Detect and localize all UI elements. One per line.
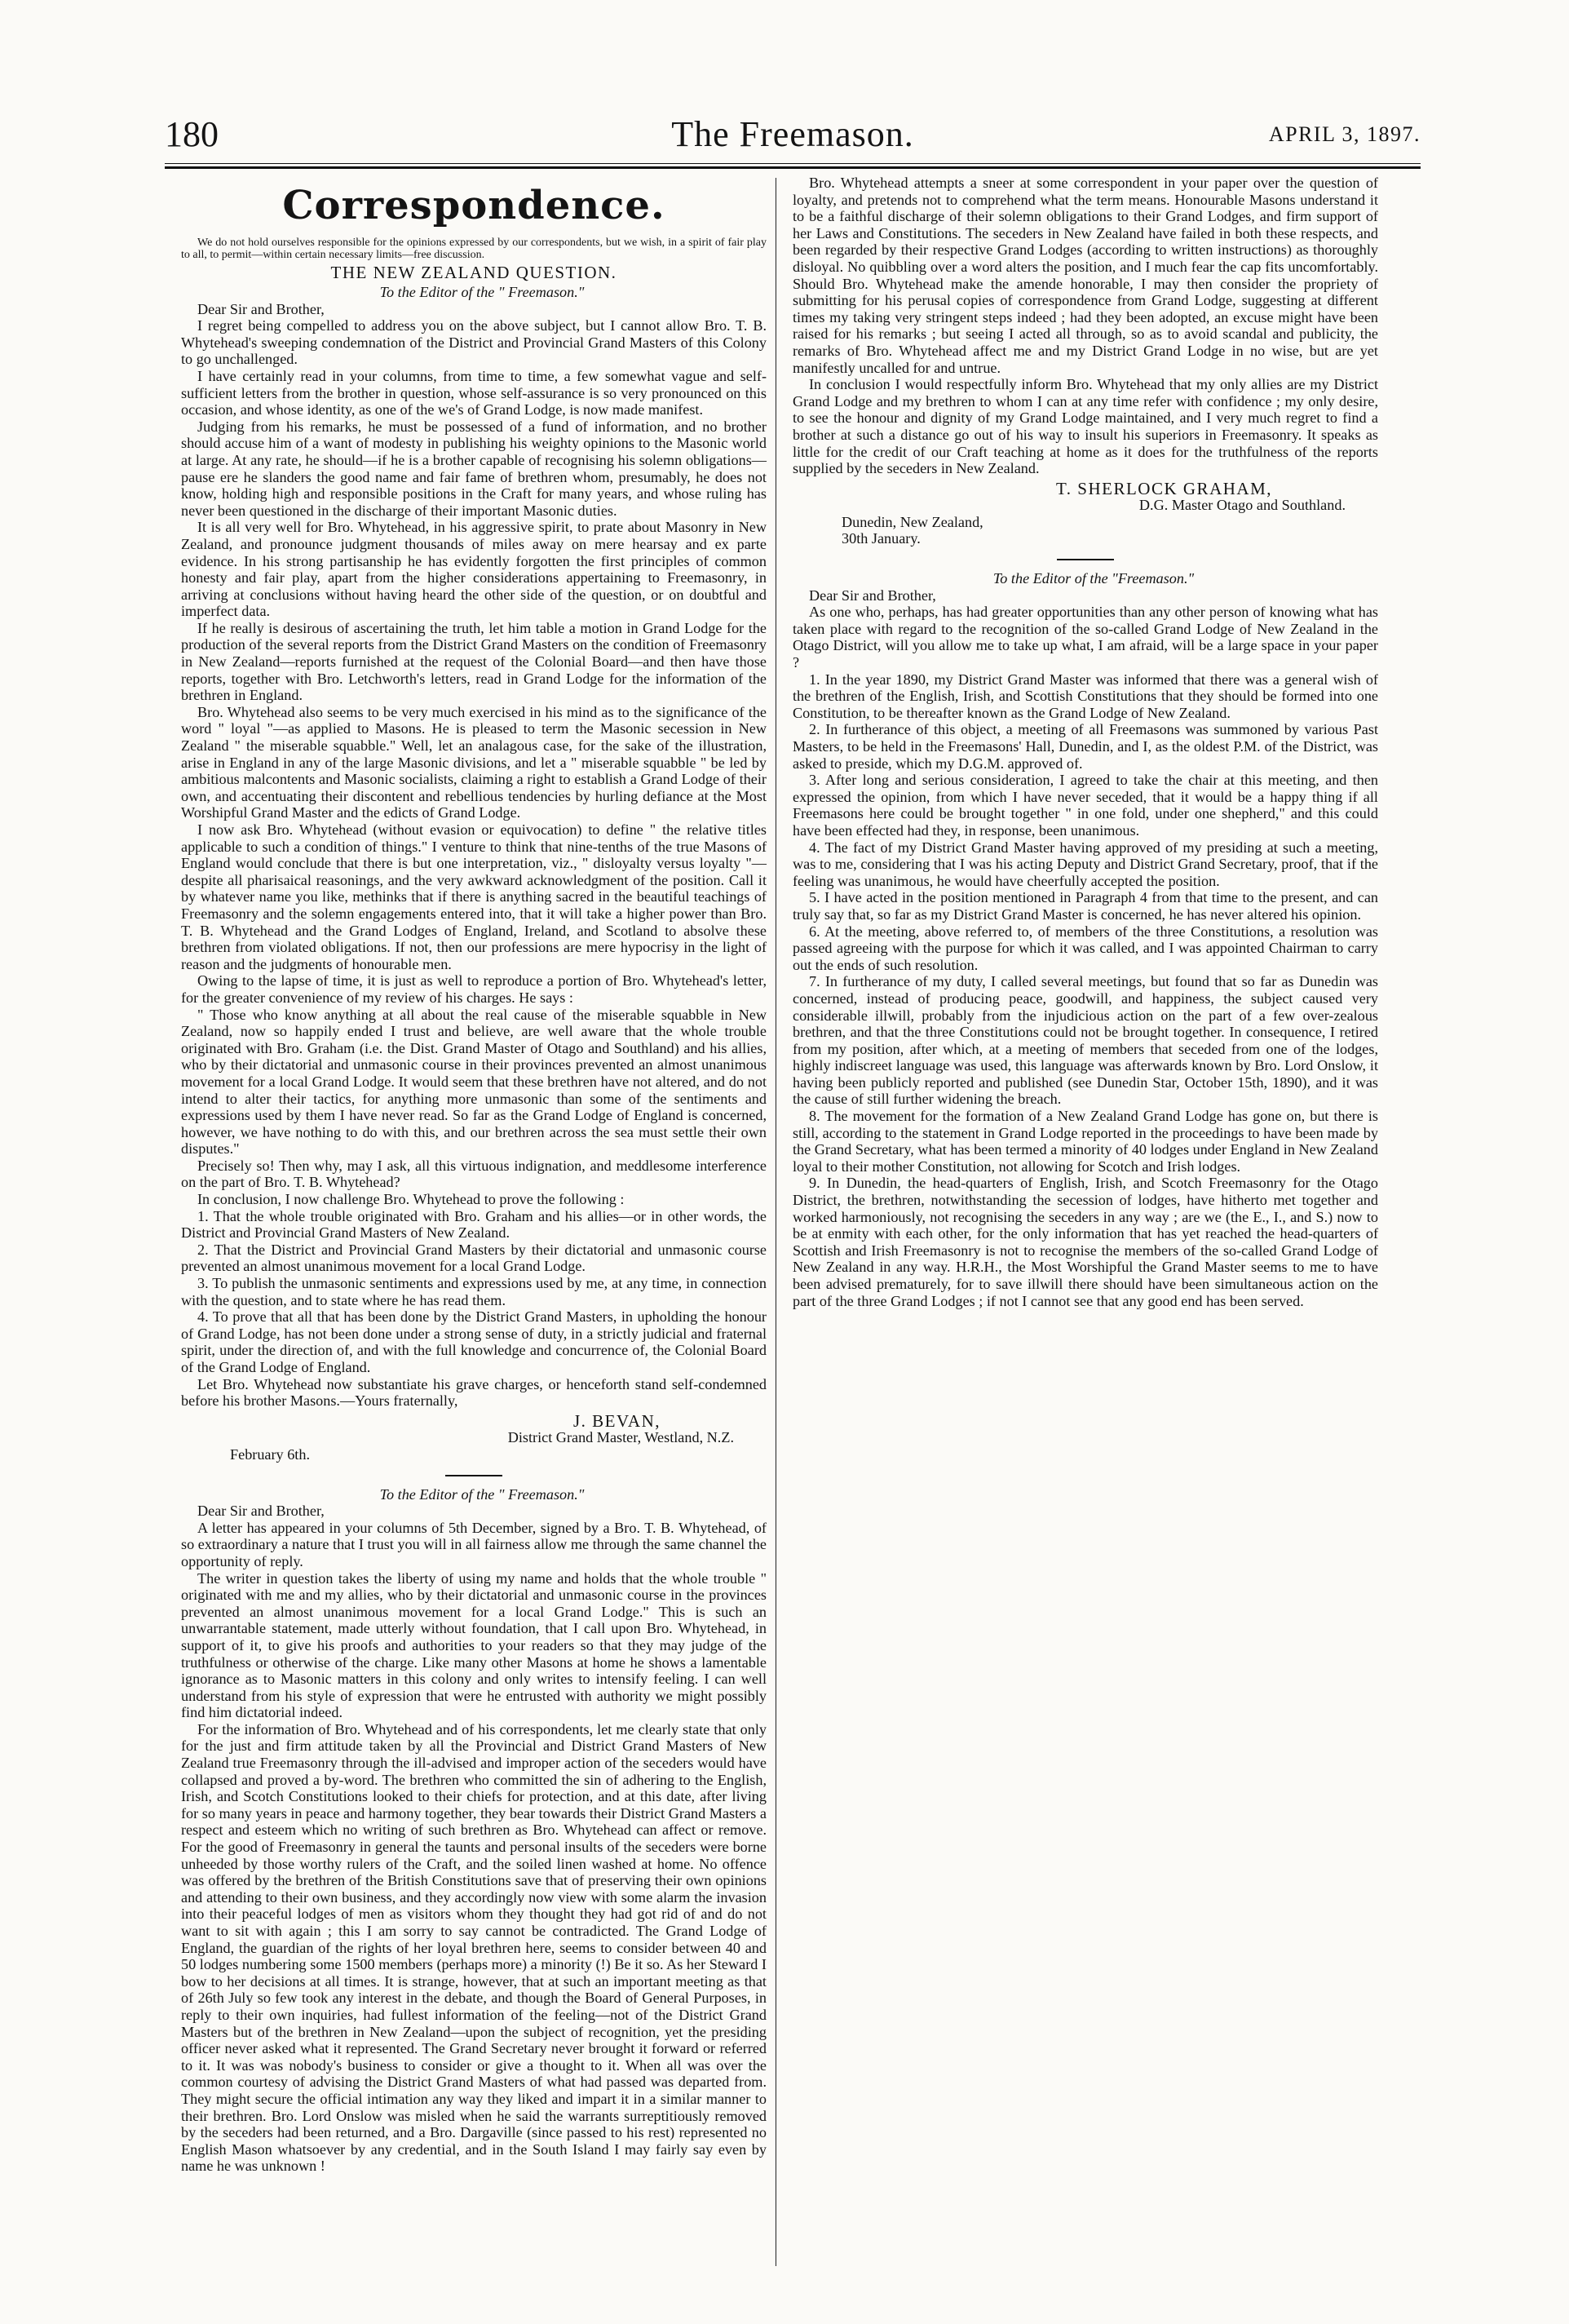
header-rule xyxy=(165,163,1421,164)
paragraph: In conclusion I would respectfully inform Bro. Whytehead that my only allies are my District Grand Lodge and my brethren to whom I can at any time refer with confidence ; my only desire, to see the honour and dignity of my Grand Lodge maintained, and I very much regret to find a brother at such a distance go out of his way to insult his superiors in Freemasonry. It speaks as little for the credit of our Craft teaching at home as it does for the truthfulness of the reports supplied by the seceders in New Zealand. xyxy=(793,376,1378,477)
numbered-item: 3. To publish the unmasonic sentiments and expressions used by me, at any time, in connection with the question, and to state where he has read them. xyxy=(181,1275,767,1308)
letter-address: To the Editor of the "Freemason." xyxy=(992,570,1195,587)
signature-title: District Grand Master, Westland, N.Z. xyxy=(507,1429,734,1446)
letter-address: To the Editor of the " Freemason." xyxy=(379,284,585,300)
numbered-item: 5. I have acted in the position mentioned in Paragraph 4 from that time to the present, and can truly say that, so far as my District Grand Master is concerned, he has never altered his opinion. xyxy=(793,889,1378,923)
salutation: Dear Sir and Brother, xyxy=(197,300,325,317)
right-column xyxy=(793,175,1378,1309)
quoted-paragraph: " Those who know anything at all about the real cause of the miserable squabble in New Zealand, now so happily ended I trust and believe, are well aware that the whole trouble originated with Bro. Graham (i.e. the Dist. Grand Master of Otago and Southland) and his allies, who by their dictatorial and unmasonic course in their provinces prevented an almost unanimous movement for a local Grand Lodge. It would seem that these brethren have not altered, and do not intend to alter their tactics, for anything more unmasonic than some of the sentiments and expressions used by them I have never read. So far as the Grand Lodge of England is concerned, however, we have nothing to do with this, and our brethren across the sea must settle their own disputes." xyxy=(181,1006,767,1158)
numbered-item: 1. That the whole trouble originated with Bro. Graham and his allies—or in other words, the District and Provincial Grand Masters of New Zealand. xyxy=(181,1207,767,1242)
numbered-item: 6. At the meeting, above referred to, of members of the three Constitutions, a resolution was passed agreeing with the purpose for which it was called, and I was appointed Chairman to carry out the ends of such resolution. xyxy=(793,923,1378,973)
paragraph: As one who, perhaps, has had greater opportunities than any other person of knowing what has taken place with regard to the recognition of the so-called Grand Lodge of New Zealand in the Otago District, will you allow me to take up what, I am afraid, will be a large space in your paper ? xyxy=(793,604,1378,671)
paragraph: Let Bro. Whytehead now substantiate his grave charges, or henceforth stand self-condemned before his brother Masons.—Yours fraternally, xyxy=(181,1375,767,1410)
numbered-item: 7. In furtherance of my duty, I called several meetings, but found that so far as Dunedin was concerned, instead of producing peace, goodwill, and happiness, the subject caused very considerable illwill, probably from the injudicious action on the part of a few over-zealous brethren, and that the three Constitutions could not be brought together. In consequence, I retired from my position, after which, at a meeting of members that seceded from one of the lodges, highly indiscreet language was used, this language was afterwards known by Bro. Lord Onslow, it having been publicly reported and published (see Dunedin Star, October 15th, 1890), and it was the cause of still further widening the breach. xyxy=(793,973,1378,1108)
article-title: THE NEW ZEALAND QUESTION. xyxy=(330,263,617,282)
numbered-item: 2. That the District and Provincial Grand Masters by their dictatorial and unmasonic course prevented an almost unanimous movement for a local Grand Lodge. xyxy=(181,1241,767,1275)
paragraph: I have certainly read in your columns, from time to time, a few somewhat vague and self-sufficient letters from the brother in question, whose self-assurance is so very pronounced on this occasion, and whose identity, as one of the we's of Grand Lodge, is now made manifest. xyxy=(181,367,767,418)
numbered-item: 8. The movement for the formation of a New Zealand Grand Lodge has gone on, but there is still, according to the statement in Grand Lodge reported in the proceedings to have been made by the Grand Secretary, what has been termed a minority of 40 lodges under England in New Zealand loyal to their mother Constitution, not allowing for Scotch and Irish lodges. xyxy=(793,1108,1378,1175)
paragraph: Precisely so! Then why, may I ask, all this virtuous indignation, and meddlesome interference on the part of Bro. T. B. Whytehead? xyxy=(181,1157,767,1191)
paragraph: For the information of Bro. Whytehead and of his correspondents, let me clearly state that only for the just and firm attitude taken by all the Provincial and District Grand Masters of New Zealand true Freemasonry through the ill-advised and improper action of the seceders would have collapsed and proved a by-word. The brethren who committed the sin of adhering to the English, Irish, and Scotch Constitutions looked to their chiefs for protection, and at this date, after living for so many years in peace and harmony together, they bear towards their District Grand Masters a respect and esteem which no writing of such brethren as Bro. Whytehead can affect or remove. For the good of Freemasonry in general the taunts and personal insults of the seceders were borne unheeded by those worthy rulers of the Craft, and the soiled linen washed at home. No offence was offered by the brethren of the British Constitutions save that of preserving their own opinions and attending to their own business, and they accordingly now view with some alarm the invasion into their peaceful lodges of men as visitors whom they thought they had got rid of and do not want to sit with again ; this I am sorry to say cannot be contradicted. The Grand Lodge of England, the guardian of the rights of her loyal brethren here, seems to consider between 40 and 50 lodges numbering some 1500 members (perhaps more) a minority (!) Be it so. As her Steward I bow to her decisions at all times. It is strange, however, that at such an important meeting as that of 26th July so few took any interest in the debate, and though the Board of General Purposes, in reply to their own inquiries, had fullest information of the feeling—not of the District Grand Masters but of the brethren in New Zealand—upon the subject of recognition, yet the presiding officer never asked what it represented. The Grand Secretary never brought it forward or referred to it. It was was nobody's business to consider or give a thought to it. When all was over the common courtesy of advising the District Grand Masters of what had passed was departed from. They might secure the official intimation any way they liked and impart it in a similar manner to their brethren. Bro. Lord Onslow was misled when he said the warrants surreptitiously removed by the seceders had been returned, and a Bro. Dargaville (since passed to his rest) represented no English Mason whatsoever by any credential, and in the South Island I may fairly say even by name he was unknown ! xyxy=(181,1720,767,2175)
paragraph: Bro. Whytehead attempts a sneer at some correspondent in your paper over the question of loyalty, and pretends not to comprehend what the term means. Honourable Masons understand it to be a faithful discharge of their solemn obligations to their Grand Lodges, and firm support of her Laws and Constitutions. The seceders in New Zealand have failed in both these respects, and been regarded by their respective Grand Lodges (according to written instructions) as thoroughly disloyal. No quibbling over a word alters the position, and I much fear the cap fits uncomfortably. Should Bro. Whytehead make the amende honorable, I may then consider the propriety of submitting for his perusal copies of correspondence from Grand Lodge, suggesting at different times my taking very stringent steps indeed ; had they been adopted, an excuse might have been raised for his remarks ; but seeing I acted all through, so as to avoid scandal and publicity, the remarks of Bro. Whytehead affect me and my District Grand Lodge in no wise, but are yet manifestly uncalled for and untrue. xyxy=(793,175,1378,376)
paragraph: Bro. Whytehead also seems to be very much exercised in his mind as to the significance of the word " loyal "—as applied to Masons. He is pleased to term the Masonic secession in New Zealand " the miserable squabble." Well, let an analagous case, for the sake of the illustration, arise in England in any of the large Masonic divisions, and let a " miserable squabble " be led by ambitious malcontents and Masonic socialists, claiming a right to establish a Grand Lodge of their own, and accentuating their discontent and rebellious tendencies by hurling defiance at the Most Worshipful Grand Master and the edicts of Grand Lodge. xyxy=(181,703,767,821)
divider xyxy=(1057,559,1114,560)
salutation: Dear Sir and Brother, xyxy=(809,587,936,604)
editorial-disclaimer: We do not hold ourselves responsible for the opinions expressed by our correspondents, but we wish, in a spirit of fair play to all, to permit—within certain necessary limits—free discussion. xyxy=(181,237,767,261)
issue-date: APRIL 3, 1897. xyxy=(1268,122,1421,146)
page-header xyxy=(165,114,1421,157)
signature-title: D.G. Master Otago and Southland. xyxy=(1138,497,1346,514)
numbered-item: 2. In furtherance of this object, a meeting of all Freemasons was summoned by various Past Masters, to be held in the Freemasons' Hall, Dunedin, and I, as the oldest P.M. of the District, was asked to preside, which my D.G.M. approved of. xyxy=(793,721,1378,772)
paragraph: It is all very well for Bro. Whytehead, in his aggressive spirit, to prate about Masonry in New Zealand, and pronounce judgment thousands of miles away on mere hearsay and ex parte evidence. In his strong partisanship he has evidently forgotten the first principles of common honesty and fair play, apart from the higher considerations appertaining to Freemasonry, in arriving at conclusions without having heard the other side of the question, or on doubtful and imperfect data. xyxy=(181,519,767,620)
salutation: Dear Sir and Brother, xyxy=(197,1503,325,1520)
paragraph: The writer in question takes the liberty of using my name and holds that the whole trouble " originated with me and my allies, who by their dictatorial and unmasonic course in the provinces prevented an almost unanimous movement for a local Grand Lodge." This is such an unwarrantable statement, made utterly without foundation, that I call upon Bro. Whytehead, in support of it, to give his proofs and authorities to your readers so that they may judge of the truthfulness or otherwise of the charge. Like many other Masons at home he shows a lamentable ignorance as to Masonic matters in this colony and only writes to intensify feeling. I can well understand from his style of expression that were he entrusted with authority we might possibly find him dictatorial indeed. xyxy=(181,1569,767,1721)
numbered-item: 3. After long and serious consideration, I agreed to take the chair at this meeting, and then expressed the opinion, from which I have never seceded, that it would be a happy thing if all Freemasons here could be brought together " in one fold, under one shepherd," and this could have been effected had they, in response, been unanimous. xyxy=(793,772,1378,839)
letter-address: To the Editor of the " Freemason." xyxy=(379,1485,585,1503)
left-column xyxy=(181,175,767,2175)
numbered-item: 4. The fact of my District Grand Master having approved of my presiding at such a meeting, was to me, considering that I was his acting Deputy and District Grand Secretary, proof, that if the feeling was unanimous, he would have cheerfully accepted the position. xyxy=(793,839,1378,889)
publication-title: The Freemason. xyxy=(671,114,914,154)
paragraph: I regret being compelled to address you on the above subject, but I cannot allow Bro. T. B. Whytehead's sweeping condemnation of the District and Provincial Grand Masters of this Colony to go unchallenged. xyxy=(181,317,767,368)
letter-date: February 6th. xyxy=(230,1445,310,1463)
paragraph: In conclusion, I now challenge Bro. Whytehead to prove the following : xyxy=(197,1191,625,1208)
letter-place: Dunedin, New Zealand, xyxy=(842,513,983,530)
section-heading: Correspondence. xyxy=(282,183,665,228)
signature-name: J. BEVAN, xyxy=(572,1410,661,1431)
letter-date: 30th January. xyxy=(842,530,921,547)
numbered-item: 4. To prove that all that has been done by the District Grand Masters, in upholding the honour of Grand Lodge, has not been done under a strong sense of duty, in a strictly judicial and fraternal spirit, under the direction of, and with the full knowledge and concurrence of, the Colonial Board of the Grand Lodge of England. xyxy=(181,1308,767,1375)
numbered-item: 1. In the year 1890, my District Grand Master was informed that there was a general wish of the brethren of the English, Irish, and Scottish Constitutions that they should be formed into one Constitution, to be thereafter known as the Grand Lodge of New Zealand. xyxy=(793,671,1378,721)
paragraph: Owing to the lapse of time, it is just as well to reproduce a portion of Bro. Whytehead's letter, for the greater convenience of my review of his charges. He says : xyxy=(181,972,767,1006)
paragraph: Judging from his remarks, he must be possessed of a fund of information, and no brother should accuse him of a want of modesty in publishing his weighty opinions to the Masonic world at large. At any rate, he should—if he is a brother capable of recognising his solemn obligations—pause ere he slanders the good name and fair fame of brethren whom, presumably, he does not know, holding high and responsible positions in the Craft for many years, and whose ruling has never been questioned in the discharge of their important Masonic duties. xyxy=(181,418,767,519)
signature-name: T. SHERLOCK GRAHAM, xyxy=(1056,478,1272,498)
header-rule-thick xyxy=(165,166,1421,169)
page-number: 180 xyxy=(165,114,219,154)
numbered-item: 9. In Dunedin, the head-quarters of English, Irish, and Scotch Freemasonry for the Otago District, the brethren, notwithstanding the secession of lodges, have hitherto met together and worked harmoniously, not recognising the seceders in any way ; are we (the E., I., and S.) now to be at enmity with each other, for the only information that has yet reached the head-quarters of Scottish and Irish Freemasonry is not to recognise the members of the so-called Grand Lodge of New Zealand in any way. H.R.H., the Most Worshipful the Grand Master seems to me to have been advised prematurely, for to save illwill there should have been simultaneous action on the part of the three Grand Lodges ; if not I cannot see that any good end has been served. xyxy=(793,1175,1378,1309)
paragraph: I now ask Bro. Whytehead (without evasion or equivocation) to define " the relative titles applicable to such a condition of things." I venture to think that nine-tenths of the true Masons of England would conclude that there is but one interpretation, viz., " disloyalty versus loyalty "—despite all pharisaical reasonings, and the very awkward acknowledgment of the position. Call it by whatever name you like, methinks that if there is anything sacred in the beautiful teachings of Freemasonry and the solemn engagements entered into, that it will take a higher power than Bro. T. B. Whytehead and the Grand Lodges of England, Ireland, and Scotland to absolve these brethren from violated obligations. If not, then our professions are mere hypocrisy in the light of reason and the judgments of honourable men. xyxy=(181,821,767,972)
paragraph: If he really is desirous of ascertaining the truth, let him table a motion in Grand Lodge for the production of the several reports from the District Grand Masters on the condition of Freemasonry in New Zealand—reports furnished at the request of the Colonial Board—and then have those reports, together with Bro. Letchworth's letters, read in Grand Lodge for the information of the brethren in England. xyxy=(181,619,767,704)
paragraph: A letter has appeared in your columns of 5th December, signed by a Bro. T. B. Whytehead, of so extraordinary a nature that I trust you will in all fairness allow me through the same channel the opportunity of reply. xyxy=(181,1519,767,1569)
divider xyxy=(445,1475,502,1476)
